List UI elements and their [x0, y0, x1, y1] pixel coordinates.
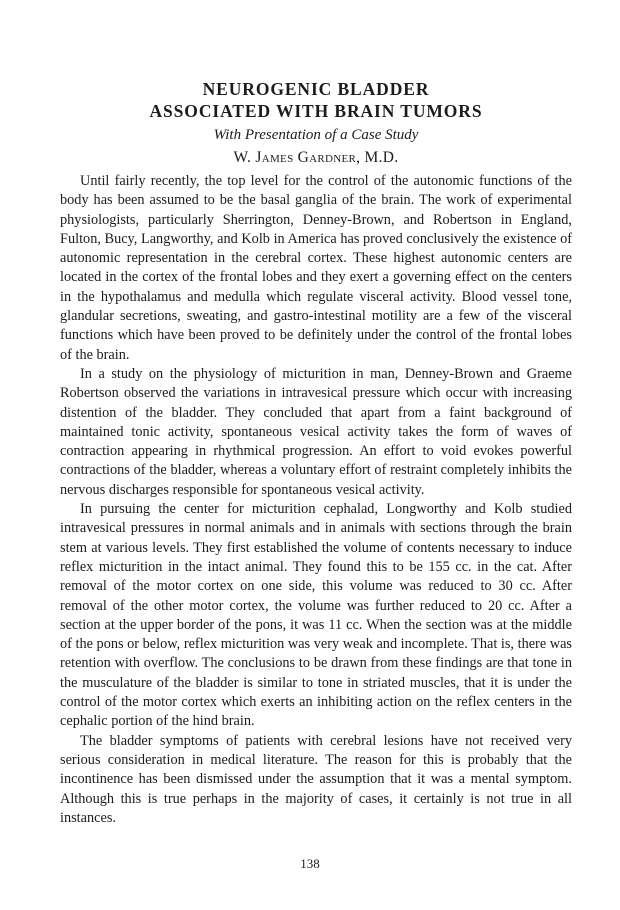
- paragraph-3: In pursuing the center for micturition cephalad, Longworthy and Kolb studied intravesical pressures in normal animals and in animals with sections through the brain stem at various levels. They first established the volume of contents necessary to induce reflex micturition in the intact animal. They found this to be 155 cc. in the cat. After removal of the motor cortex on one side, this volume was reduced to 30 cc. After removal of the other motor cortex, the volume was further reduced to 20 cc. After a section at the upper border of the pons, it was 11 cc. When the section was at the middle of the pons or below, reflex micturition was very weak and incomplete. That is, there was retention with overflow. The conclusions to be drawn from these findings are that tone in the musculature of the bladder is similar to tone in striated muscles, that it is under the control of the motor cortex which exerts an inhibiting action on the reflex centers in the cephalic portion of the hind brain.: [60, 501, 572, 730]
- article-page: [60, 78, 572, 828]
- title-line-1: NEUROGENIC BLADDER: [202, 79, 430, 99]
- article-body: [60, 172, 572, 828]
- article-title: [60, 78, 572, 122]
- paragraph-1: Until fairly recently, the top level for the control of the autonomic functions of the body has been assumed to be the basal ganglia of the brain. The work of experimental physiologists, particularly Sherrington, Denney-Brown, and Robertson in England, Fulton, Bucy, Langworthy, and Kolb in America has proved conclusively the existence of autonomic representation in the cerebral cortex. These highest autonomic centers are located in the cortex of the frontal lobes and they exert a governing effect on the centers in the hypothalamus and medulla which regulate visceral activity. Blood vessel tone, glandular secretions, sweating, and gastro-intestinal motility are a few of the visceral functions which have been proved to be definitely under the control of the frontal lobes of the brain.: [60, 173, 572, 363]
- paragraph-4: The bladder symptoms of patients with cerebral lesions have not received very serious consideration in medical literature. The reason for this is probably that the incontinence has been dismissed under the assumption that it was a mental symptom. Although this is true perhaps in the majority of cases, it certainly is not true in all instances.: [60, 732, 572, 826]
- page-number: 138: [300, 856, 320, 871]
- title-line-2: ASSOCIATED WITH BRAIN TUMORS: [149, 101, 483, 121]
- article-subtitle: With Presentation of a Case Study: [213, 127, 419, 143]
- paragraph-2: In a study on the physiology of micturition in man, Denney-Brown and Graeme Robertson observed the variations in intravesical pressure which occur with increasing distention of the bladder. They concluded that apart from a faint background of maintained tonic activity, spontaneous vesical activity takes the form of waves of contraction appearing in rhythmical progression. An effort to void evokes powerful contractions of the bladder, whereas a voluntary effort of restraint completely inhibits the nervous discharges responsible for spontaneous vesical activity.: [60, 365, 572, 498]
- author-byline: W. James Gardner, M.D.: [233, 149, 399, 166]
